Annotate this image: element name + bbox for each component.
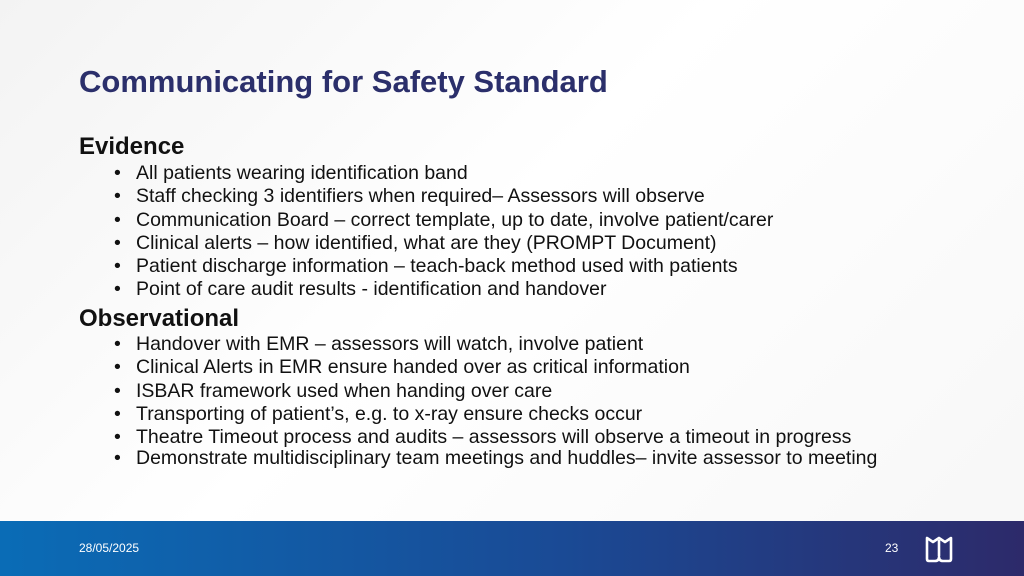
list-item: • Patient discharge information – teach-back method used with patients <box>114 255 894 278</box>
observational-list <box>114 333 894 470</box>
page-number: 23 <box>885 541 899 555</box>
footer-date: 28/05/2025 <box>79 541 140 555</box>
list-item: • Theatre Timeout process and audits – assessors will observe a timeout in progress <box>114 428 894 446</box>
list-item: • Clinical Alerts in EMR ensure handed over as critical information <box>114 356 894 379</box>
list-item: • ISBAR framework used when handing over care <box>114 380 894 403</box>
list-item: • Transporting of patient’s, e.g. to x-ray ensure checks occur <box>114 403 894 426</box>
list-item: • All patients wearing identification band <box>114 162 894 185</box>
section-heading-observational: Observational <box>79 305 240 332</box>
list-item: • Handover with EMR – assessors will watch, involve patient <box>114 333 894 356</box>
slide-title: Communicating for Safety Standard <box>79 64 608 99</box>
list-item: • Staff checking 3 identifiers when required– Assessors will observe <box>114 185 894 208</box>
list-item: • Demonstrate multidisciplinary team meetings and huddles– invite assessor to meeting <box>114 449 894 467</box>
list-item: • Communication Board – correct template, up to date, involve patient/carer <box>114 209 894 232</box>
list-item: • Clinical alerts – how identified, what are they (PROMPT Document) <box>114 232 894 255</box>
footer-bar <box>0 521 1024 576</box>
list-item: • Point of care audit results - identification and handover <box>114 278 894 301</box>
section-heading-evidence: Evidence <box>79 133 185 160</box>
book-logo-icon <box>923 533 955 565</box>
evidence-list <box>114 162 894 302</box>
